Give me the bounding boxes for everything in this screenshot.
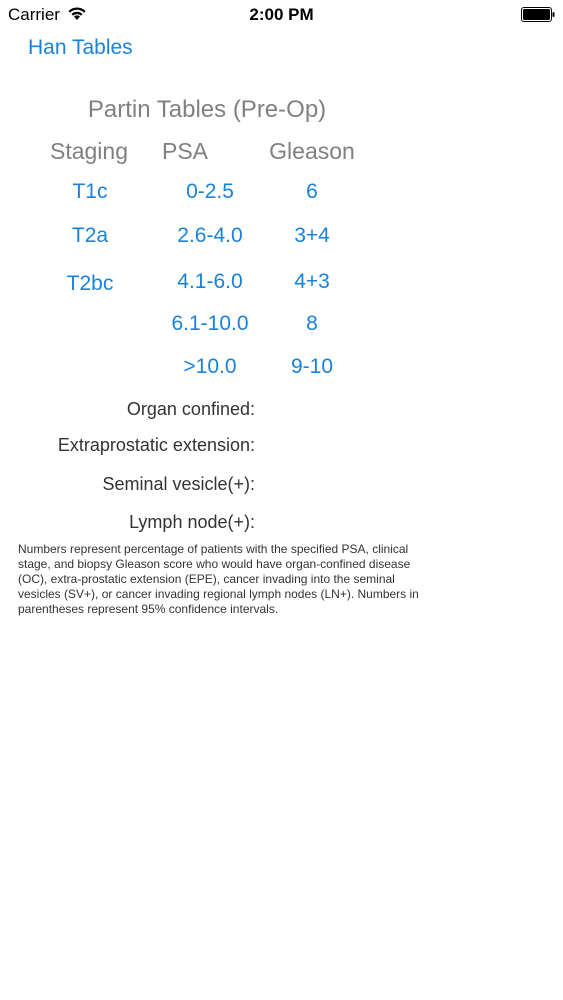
- staging-option-t1c[interactable]: T1c: [72, 180, 108, 203]
- psa-option-6-1-10-0[interactable]: 6.1-10.0: [171, 312, 249, 335]
- staging-option-t2bc[interactable]: T2bc: [66, 272, 114, 295]
- page-title: Partin Tables (Pre-Op): [87, 96, 327, 123]
- psa-option-2-6-4-0[interactable]: 2.6-4.0: [177, 224, 243, 247]
- status-bar: [0, 0, 563, 30]
- footnote: Numbers represent percentage of patients with the specified PSA, clinical stage, and biopsy Gleason score who would have organ-confined disease (OC), extra-prostatic extension (EPE), cancer invading into the seminal vesicles (SV+), or cancer invading regional lymph nodes (LN+). Numbers in parentheses represent 95% confidence intervals.: [18, 542, 419, 616]
- column-header-staging: Staging: [49, 138, 128, 164]
- battery-icon: [521, 7, 555, 22]
- column-header-gleason: Gleason: [269, 138, 355, 164]
- psa-option-4-1-6-0[interactable]: 4.1-6.0: [177, 270, 243, 293]
- result-label-extraprostatic: Extraprostatic extension:: [57, 435, 255, 455]
- gleason-option-3-4[interactable]: 3+4: [294, 224, 330, 247]
- gleason-option-6[interactable]: 6: [306, 180, 318, 203]
- result-label-lymph-node: Lymph node(+):: [129, 512, 255, 532]
- result-label-organ-confined: Organ confined:: [126, 399, 255, 419]
- column-header-psa: PSA: [161, 138, 209, 164]
- gleason-option-9-10[interactable]: 9-10: [290, 355, 334, 378]
- staging-option-t2a[interactable]: T2a: [71, 224, 109, 247]
- result-label-seminal-vesicle: Seminal vesicle(+):: [102, 474, 255, 494]
- gleason-option-8[interactable]: 8: [306, 312, 318, 335]
- back-button[interactable]: Han Tables: [28, 36, 133, 59]
- psa-option-gt-10-0[interactable]: >10.0: [183, 355, 237, 378]
- clock-label: 2:00 PM: [249, 5, 314, 24]
- psa-option-0-2-5[interactable]: 0-2.5: [186, 180, 234, 203]
- carrier-label: Carrier: [8, 5, 60, 24]
- gleason-option-4-3[interactable]: 4+3: [294, 270, 330, 293]
